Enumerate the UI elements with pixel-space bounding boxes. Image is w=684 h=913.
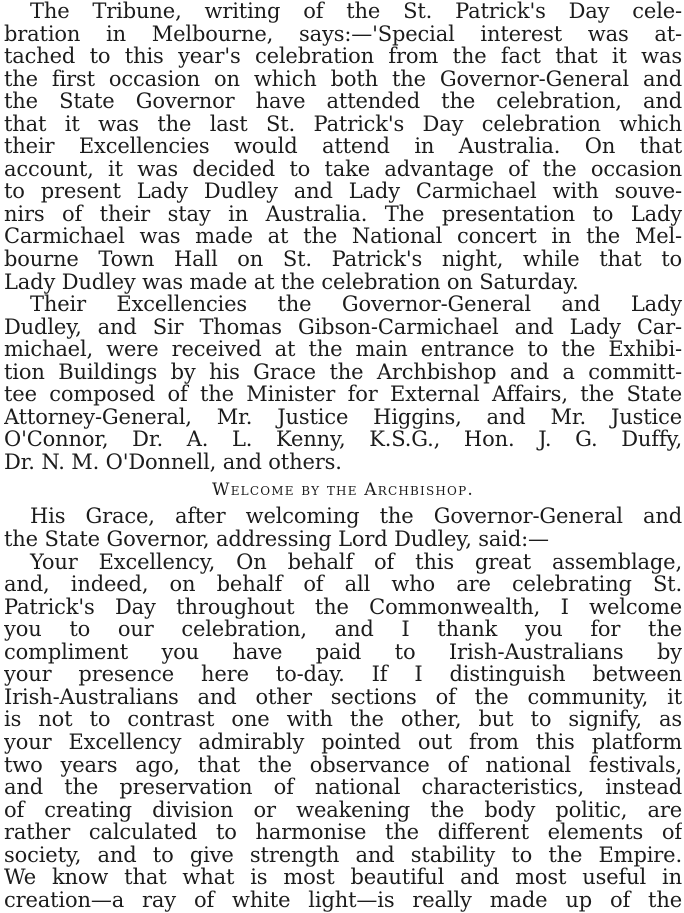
text-line: two years ago, that the observance of national festivals, [4,752,682,777]
paragraph-tribune-report [4,0,682,293]
text-line: Carmichael was made at the National concert in the Mel- [4,224,682,249]
text-line: their Excellencies would attend in Australia. On that [4,134,682,159]
newspaper-column [4,0,682,913]
text-line: michael, were received at the main entrance to the Exhibi- [4,337,682,362]
text-line: to present Lady Dudley and Lady Carmichael with souve- [4,179,682,204]
text-line: rather calculated to harmonise the different elements of [4,820,682,845]
text-line: The Tribune, writing of the St. Patrick's Day cele- [30,0,682,23]
text-line: Your Excellency, On behalf of this great assemblage, [30,549,682,574]
text-line: and, indeed, on behalf of all who are celebrating St. [4,572,682,597]
text-line: tee composed of the Minister for External Affairs, the State [4,382,682,407]
text-line: you to our celebration, and I thank you for the [4,617,682,642]
text-line: Patrick's Day throughout the Commonwealth, I welcome [4,594,682,619]
text-line: society, and to give strength and stability to the Empire. [4,842,682,867]
text-line: O'Connor, Dr. A. L. Kenny, K.S.G., Hon. J. G. Duffy, [4,427,682,452]
text-line: your Excellency admirably pointed out from this platform [4,729,682,754]
text-line: your presence here to-day. If I distinguish between [4,662,682,687]
text-line: compliment you have paid to Irish-Australians by [4,639,682,664]
text-line: Attorney-General, Mr. Justice Higgins, and Mr. Justice [4,404,682,429]
text-line: nirs of their stay in Australia. The presentation to Lady [4,201,682,226]
text-line: We know that what is most beautiful and most useful in [4,865,682,890]
text-line: the first occasion on which both the Governor-General and [4,66,682,91]
text-line: of creating division or weakening the body politic, are [4,797,682,822]
paragraph-address [4,551,682,912]
text-line: His Grace, after welcoming the Governor-General and [30,504,682,529]
paragraph-reception [4,293,682,473]
text-line: that it was the last St. Patrick's Day celebration which [4,111,682,136]
section-heading: Welcome by the Archbishop. [212,480,474,501]
text-line: tached to this year's celebration from the fact that it was [4,44,682,69]
text-line: and the preservation of national characteristics, instead [4,775,682,800]
text-line: bourne Town Hall on St. Patrick's night, while that to [4,247,682,272]
text-line: is not to contrast one with the other, but to signify, as [4,707,682,732]
paragraph-his-grace [4,505,682,550]
text-line: Dr. N. M. O'Donnell, and others. [4,449,342,474]
text-line: Dudley, and Sir Thomas Gibson-Carmichael and Lady Car- [4,314,682,339]
text-line: creation—a ray of white light—is really made up of the [4,887,682,912]
text-line: the State Governor have attended the celebration, and [4,89,682,114]
text-line: the State Governor, addressing Lord Dudley, said:— [4,527,549,552]
text-line: Irish-Australians and other sections of the community, it [4,684,682,709]
text-line: Their Excellencies the Governor-General and Lady [30,292,682,317]
text-line: account, it was decided to take advantage of the occasion [4,156,682,181]
text-line: bration in Melbourne, says:—'Special interest was at- [4,21,682,46]
text-line: tion Buildings by his Grace the Archbishop and a committ- [4,359,682,384]
text-line: Lady Dudley was made at the celebration on Saturday. [4,269,579,294]
